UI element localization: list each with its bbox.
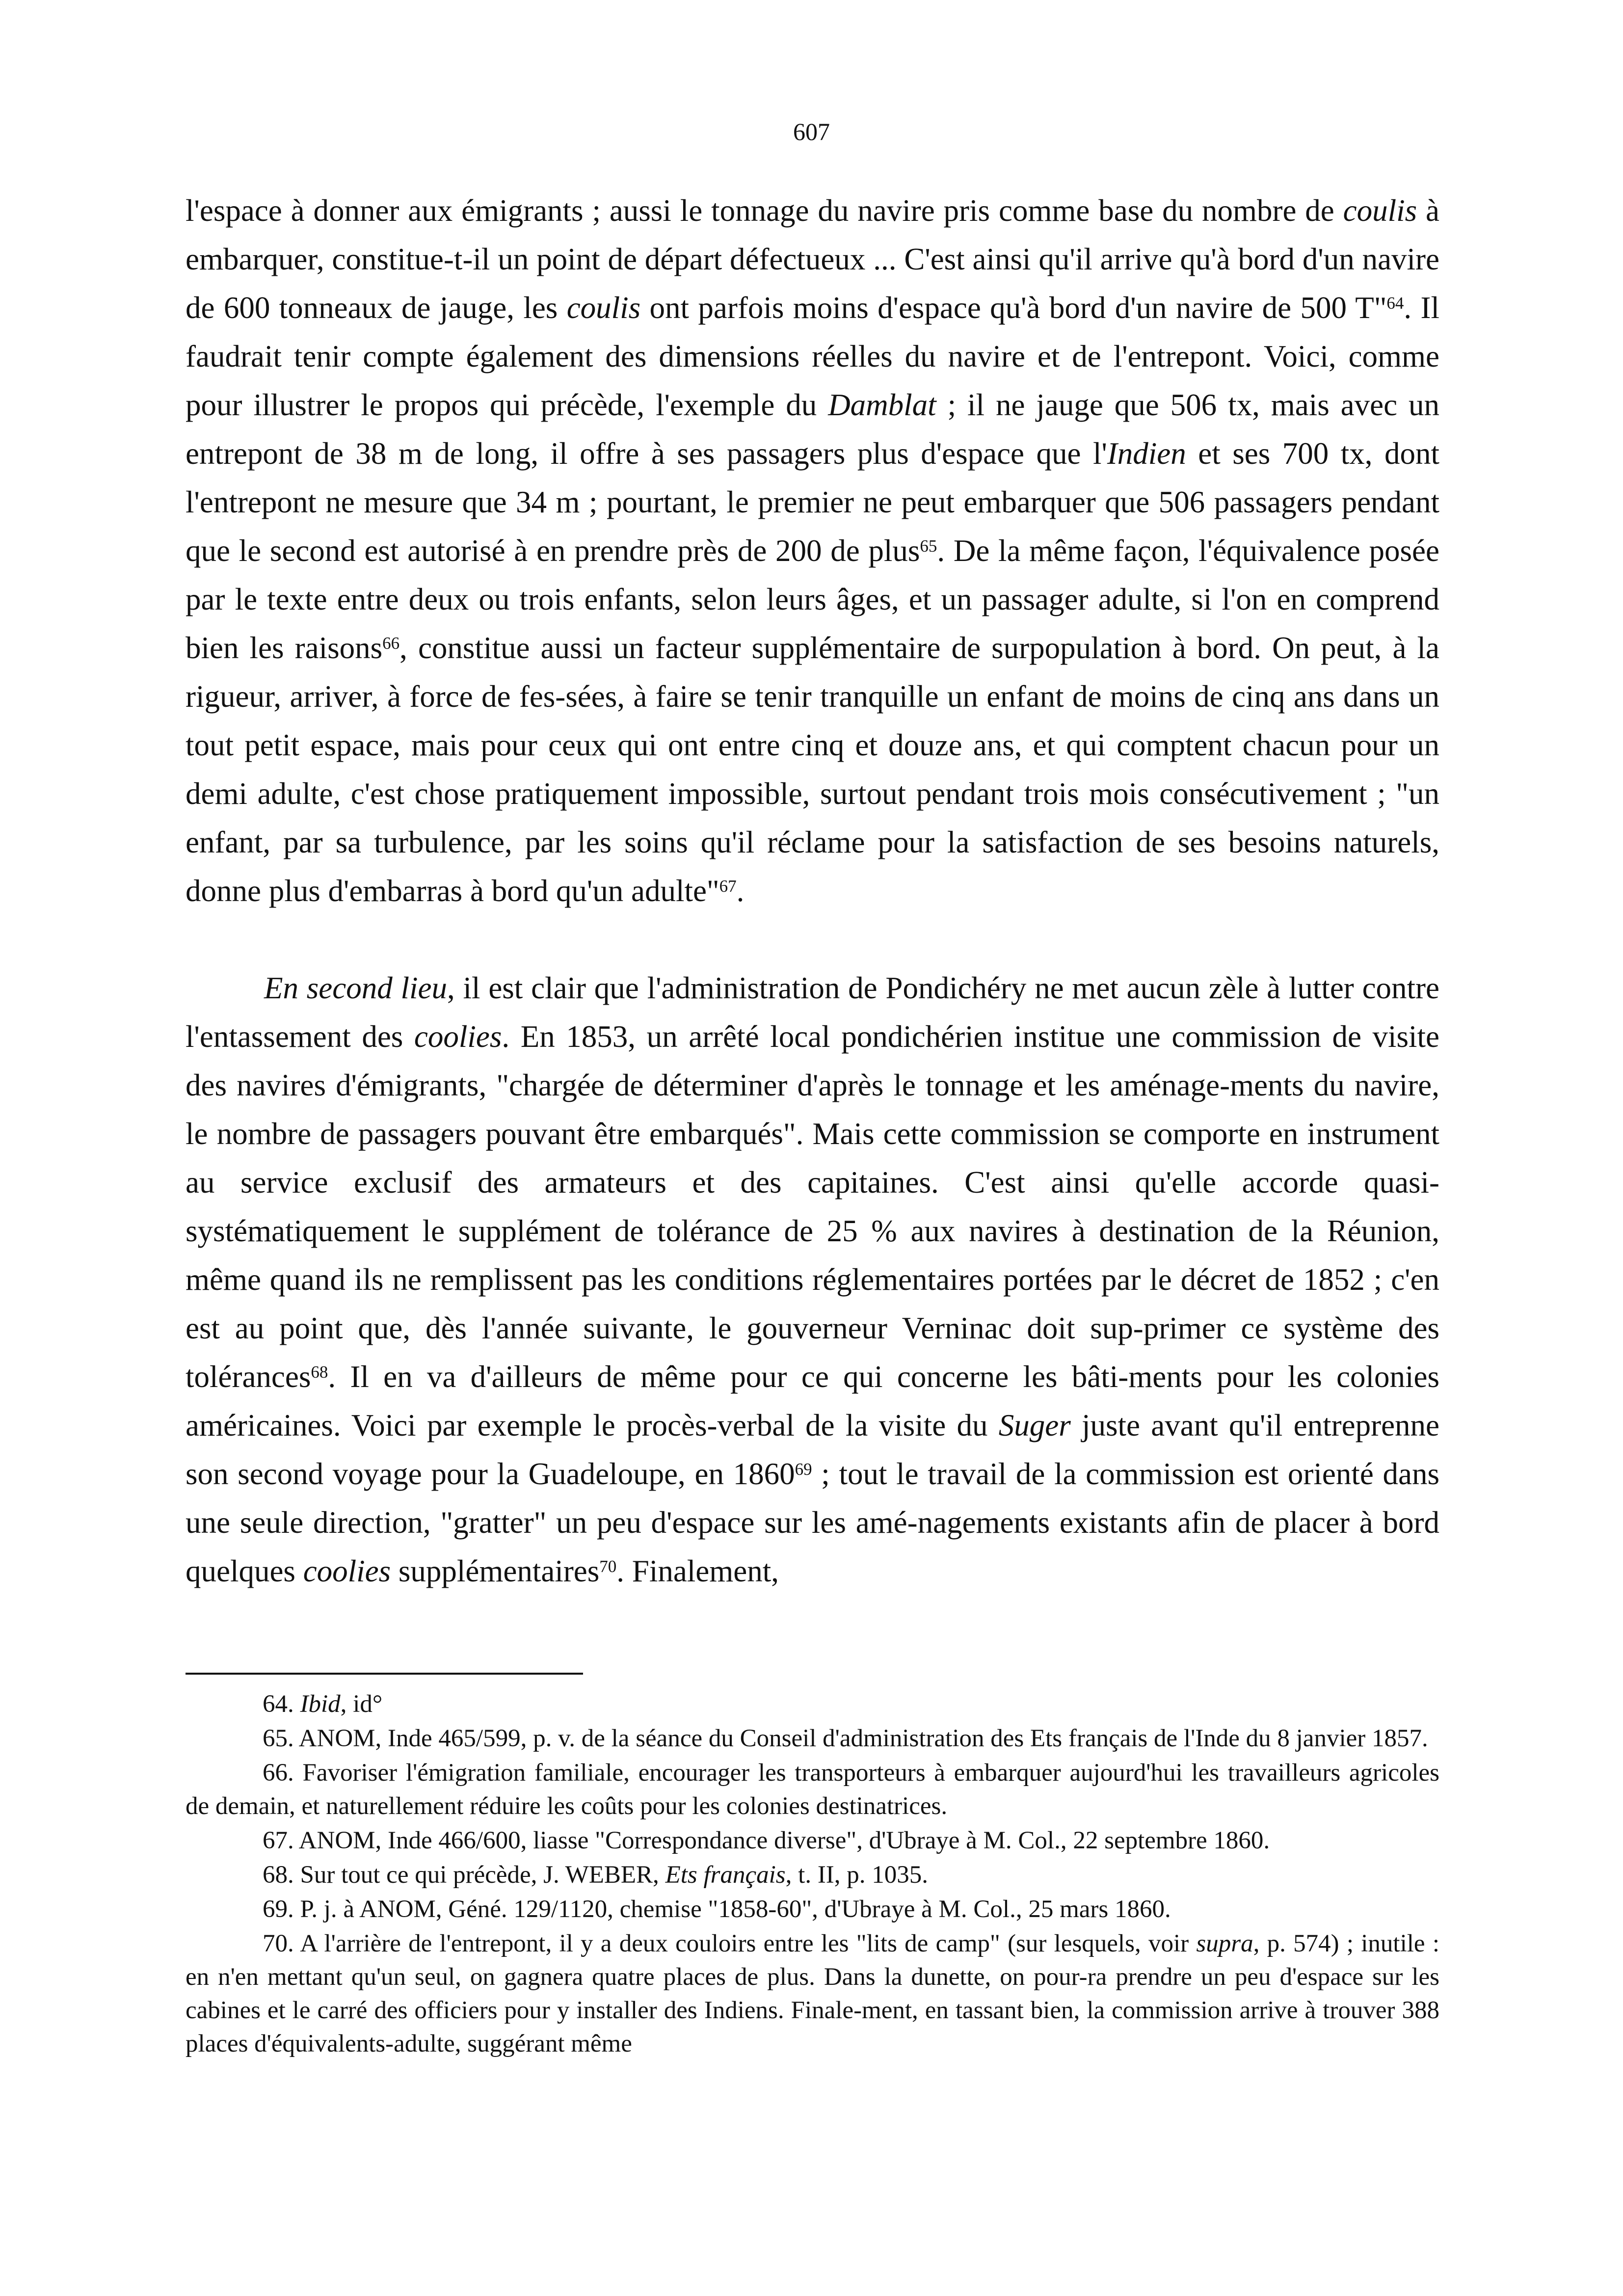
italic-text: Indien [1107, 436, 1186, 471]
text-run: ont parfois moins d'espace qu'à bord d'un navire de 500 T" [640, 291, 1387, 325]
footnote [186, 1722, 1439, 1755]
footnote [186, 1756, 1439, 1823]
text-run: . Finalement, [616, 1554, 779, 1588]
italic-text: Suger [998, 1408, 1071, 1442]
italic-text: Ets français [665, 1861, 786, 1889]
text-run: . En 1853, un arrêté local pondichérien institue une commission de visite des navires d'émigrants, "chargée de déterminer d'après le tonnage et les aménage-ments du navire, le nombre de passagers pouvant être embarqués". Mais cette commission se comporte en instrument au service exclusif des armateurs et des capitaines. C'est ainsi qu'elle accorde quasi-systématiquement le supplément de tolérance de 25 % aux navires à destination de la Réunion, même quand ils ne remplissent pas les conditions réglementaires portées par le décret de 1852 ; c'en est au point que, dès l'année suivante, le gouverneur Verninac doit sup-primer ce système des tolérances [186, 1019, 1439, 1394]
text-run: à embarquer, constitue-t-il un point de départ défectueux ... C'est ainsi qu'il arrive qu'à bord d'un navire de 600 tonneaux de jauge, les [186, 193, 1440, 325]
text-run: 64. [263, 1690, 300, 1718]
footnote-ref: 66 [382, 633, 400, 653]
footnote-ref: 68 [311, 1362, 328, 1382]
text-run: , id° [340, 1690, 383, 1718]
text-run: . Il faudrait tenir compte également des dimensions réelles du navire et de l'entrepont. Voici, comme pour illustrer le propos qui précède, l'exemple du [186, 291, 1440, 422]
text-run: juste avant qu'il entreprenne son second voyage pour la Guadeloupe, en 1860 [186, 1408, 1439, 1491]
body-paragraph [186, 964, 1439, 1596]
text-run: , t. II, p. 1035. [785, 1861, 929, 1889]
footnote-ref: 70 [599, 1556, 617, 1576]
page-number: 607 [793, 118, 830, 145]
text-run: , il est clair que l'administration de Pondichéry ne met aucun zèle à lutter contre l'entassement des [186, 971, 1439, 1054]
text-run: ; tout le travail de la commission est orienté dans une seule direction, "gratter" un peu d'espace sur les amé-nagements existants afin de placer à bord quelques [186, 1457, 1439, 1588]
footnote-ref: 65 [920, 536, 937, 556]
main-text [186, 187, 1439, 1596]
italic-text: supra [1196, 1930, 1253, 1957]
italic-text: Damblat [828, 388, 936, 422]
text-run: , constitue aussi un facteur supplémentaire de surpopulation à bord. On peut, à la rigueur, arriver, à force de fes-sées, à faire se tenir tranquille un enfant de moins de cinq ans dans un tout petit espace, mais pour ceux qui ont entre cinq et douze ans, et qui comptent chacun pour un demi adulte, c'est chose pratiquement impossible, surtout pendant trois mois consécutivement ; "un enfant, par sa turbulence, par les soins qu'il réclame pour la satisfaction de ses besoins naturels, donne plus d'embarras à bord qu'un adulte" [186, 631, 1439, 908]
footnote-ref: 64 [1386, 293, 1404, 313]
text-run: 70. A l'arrière de l'entrepont, il y a deux couloirs entre les "lits de camp" (sur lesquels, voir [263, 1930, 1197, 1957]
footnotes [186, 1687, 1439, 2061]
text-run: 65. ANOM, Inde 465/599, p. v. de la séance du Conseil d'administration des Ets français de l'Inde du 8 janvier 1857. [263, 1725, 1428, 1752]
text-run: . De la même façon, l'équivalence posée par le texte entre deux ou trois enfants, selon leurs âges, et un passager adulte, si l'on en comprend bien les raisons [186, 534, 1439, 665]
footnote-ref: 69 [795, 1459, 812, 1479]
text-run: ; il ne jauge que 506 tx, mais avec un entrepont de 38 m de long, il offre à ses passagers plus d'espace que l' [186, 388, 1439, 471]
italic-text: En second lieu [264, 971, 447, 1005]
text-run: , p. 574) ; inutile : en n'en mettant qu'un seul, on gagnera quatre places de plus. Dans la dunette, on pour-ra prendre un peu d'espace sur les cabines et le carré des officiers pour y installer des Indiens. Finale-ment, en tassant bien, la commission arrive à trouver 388 places d'équivalents-adulte, suggérant même [186, 1930, 1439, 2057]
text-run: supplémentaires [391, 1554, 600, 1588]
italic-text: coolies [414, 1019, 502, 1054]
text-run: et ses 700 tx, dont l'entrepont ne mesure que 34 m ; pourtant, le premier ne peut embarquer que 506 passagers pendant que le second est autorisé à en prendre près de 200 de plus [186, 436, 1439, 568]
text-run: . [736, 874, 745, 908]
text-run: . Il en va d'ailleurs de même pour ce qui concerne les bâti-ments pour les colonies américaines. Voici par exemple le procès-verbal de la visite du [186, 1360, 1439, 1442]
footnote [186, 1687, 1439, 1721]
text-run: l'espace à donner aux émigrants ; aussi le tonnage du navire pris comme base du nombre de [186, 193, 1343, 228]
text-run: 68. Sur tout ce qui précède, J. WEBER, [263, 1861, 665, 1889]
text-run: 66. Favoriser l'émigration familiale, encourager les transporteurs à embarquer aujourd'hui les travailleurs agricoles de demain, et naturellement réduire les coûts pour les colonies destinatrices. [186, 1759, 1439, 1820]
footnote [186, 1858, 1439, 1892]
footnote [186, 1927, 1439, 2060]
text-run: 69. P. j. à ANOM, Géné. 129/1120, chemise "1858-60", d'Ubraye à M. Col., 25 mars 1860. [263, 1896, 1171, 1923]
footnote-separator [186, 1673, 583, 1675]
body-paragraph [186, 187, 1439, 915]
italic-text: Ibid [300, 1690, 341, 1718]
footnote [186, 1824, 1439, 1857]
italic-text: coulis [566, 291, 641, 325]
italic-text: coolies [303, 1554, 391, 1588]
italic-text: coulis [1343, 193, 1417, 228]
footnote-ref: 67 [719, 876, 737, 896]
footnote [186, 1893, 1439, 1926]
text-run: 67. ANOM, Inde 466/600, liasse "Correspondance diverse", d'Ubraye à M. Col., 22 septembre 1860. [263, 1827, 1270, 1854]
